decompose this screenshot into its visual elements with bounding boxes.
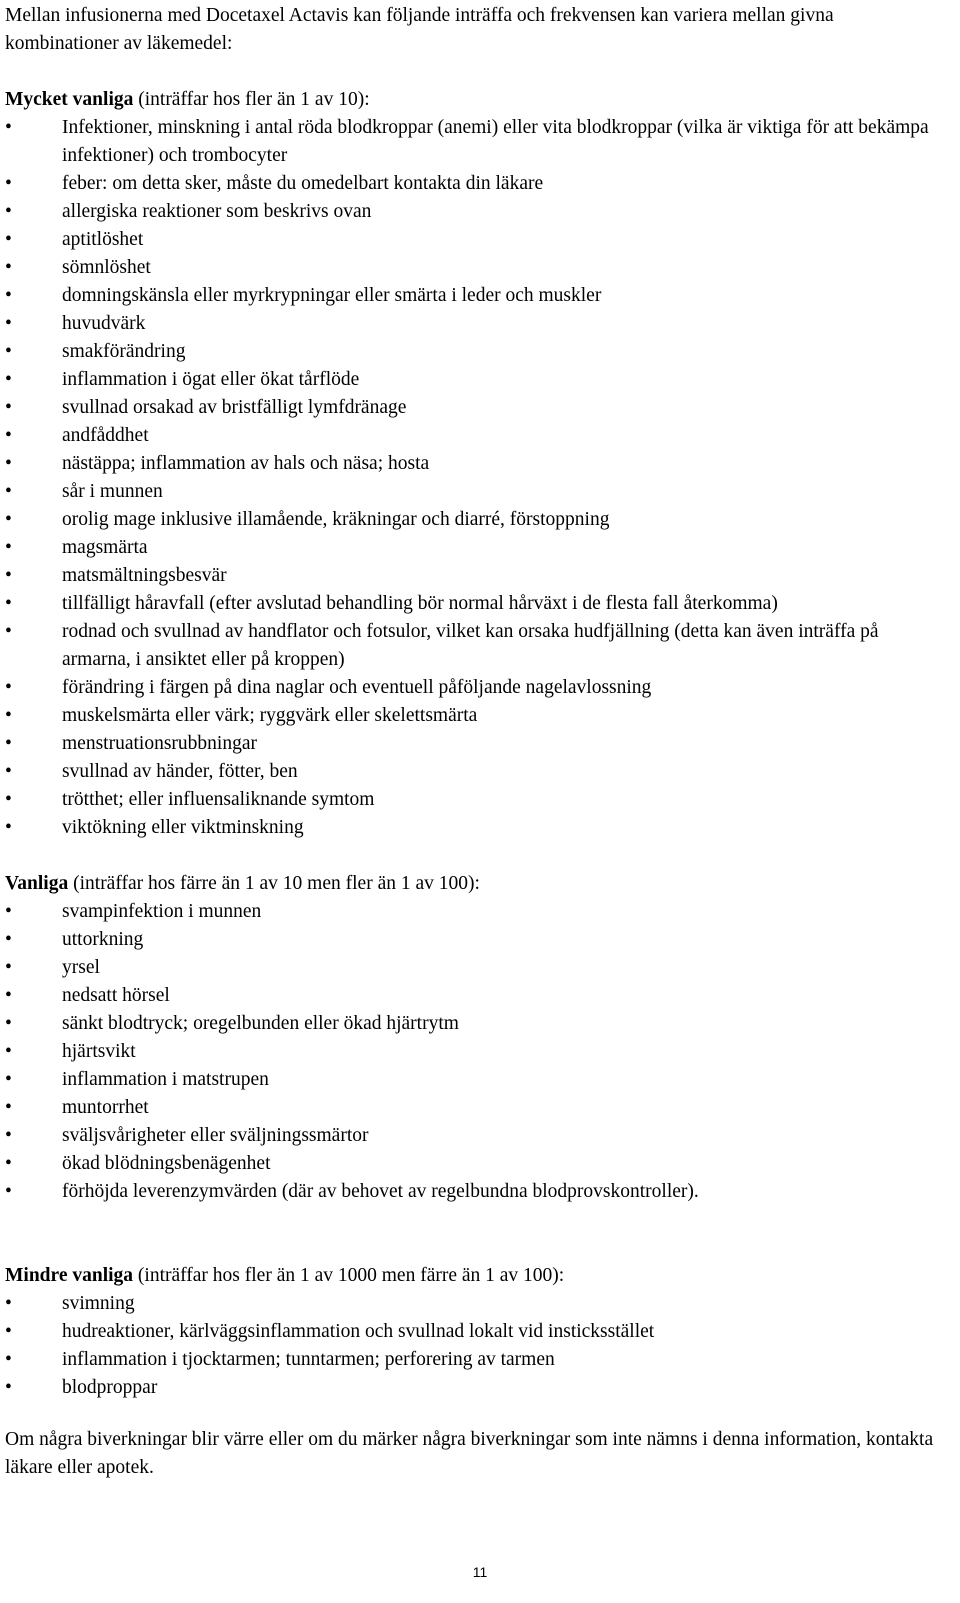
list-item-text: muntorrhet [62, 1097, 149, 1118]
bullet-icon: • [5, 677, 12, 698]
list-item [5, 450, 950, 478]
list-item-text: sår i munnen [62, 481, 163, 502]
bullet-icon: • [5, 733, 12, 754]
list-item [5, 478, 950, 506]
bullet-icon: • [5, 789, 12, 810]
bullet-icon: • [5, 1125, 12, 1146]
bullet-icon: • [5, 117, 12, 138]
list-item [5, 814, 950, 842]
side-effect-sections [5, 86, 950, 1402]
intro-paragraph: Mellan infusionerna med Docetaxel Actavis kan följande inträffa och frekvensen kan variera mellan givna kombinationer av läkemedel: [5, 5, 834, 54]
bullet-icon: • [5, 173, 12, 194]
bullet-icon: • [5, 593, 12, 614]
side-effect-list [5, 1290, 950, 1402]
list-item-text: matsmältningsbesvär [62, 565, 227, 586]
list-item-text: uttorkning [62, 929, 144, 950]
list-item [5, 254, 950, 282]
list-item-text: sväljsvårigheter eller sväljningssmärtor [62, 1125, 369, 1146]
list-item [5, 1318, 950, 1346]
bullet-icon: • [5, 397, 12, 418]
bullet-icon: • [5, 369, 12, 390]
bullet-icon: • [5, 1321, 12, 1342]
list-item-text: svullnad av händer, fötter, ben [62, 761, 298, 782]
list-item [5, 506, 950, 534]
bullet-icon: • [5, 929, 12, 950]
list-item-text: nästäppa; inflammation av hals och näsa; hosta [62, 453, 430, 474]
list-item [5, 618, 950, 674]
bullet-icon: • [5, 341, 12, 362]
bullet-icon: • [5, 229, 12, 250]
list-item-text: rodnad och svullnad av handflator och fotsulor, vilket kan orsaka hudfjällning (detta kan även inträffa på armarna, i ansiktet eller på kroppen) [62, 621, 879, 670]
list-item-text: inflammation i tjocktarmen; tunntarmen; perforering av tarmen [62, 1349, 555, 1370]
list-item-text: menstruationsrubbningar [62, 733, 257, 754]
section-heading-description: (inträffar hos fler än 1 av 1000 men färre än 1 av 100): [133, 1265, 565, 1286]
bullet-icon: • [5, 1293, 12, 1314]
list-item [5, 422, 950, 450]
bullet-icon: • [5, 453, 12, 474]
list-item-text: orolig mage inklusive illamående, kräkningar och diarré, förstoppning [62, 509, 610, 530]
list-item [5, 954, 950, 982]
list-item [5, 702, 950, 730]
list-item-text: inflammation i matstrupen [62, 1069, 269, 1090]
list-item-text: tillfälligt håravfall (efter avslutad behandling bör normal hårväxt i de flesta fall återkomma) [62, 593, 778, 614]
frequency-section [5, 870, 950, 1206]
list-item-text: magsmärta [62, 537, 148, 558]
list-item [5, 226, 950, 254]
list-item [5, 1094, 950, 1122]
list-item [5, 198, 950, 226]
bullet-icon: • [5, 985, 12, 1006]
list-item-text: hudreaktioner, kärlväggsinflammation och svullnad lokalt vid insticksstället [62, 1321, 655, 1342]
list-item-text: trötthet; eller influensaliknande symtom [62, 789, 375, 810]
list-item-text: svullnad orsakad av bristfälligt lymfdränage [62, 397, 407, 418]
frequency-section [5, 86, 950, 842]
bullet-icon: • [5, 1013, 12, 1034]
bullet-icon: • [5, 1349, 12, 1370]
bullet-icon: • [5, 1041, 12, 1062]
list-item [5, 534, 950, 562]
bullet-icon: • [5, 1153, 12, 1174]
list-item-text: feber: om detta sker, måste du omedelbart kontakta din läkare [62, 173, 544, 194]
list-item [5, 1038, 950, 1066]
bullet-icon: • [5, 1097, 12, 1118]
bullet-icon: • [5, 481, 12, 502]
list-item [5, 1346, 950, 1374]
bullet-icon: • [5, 313, 12, 334]
section-heading [5, 870, 950, 898]
list-item [5, 394, 950, 422]
closing-paragraph: Om några biverkningar blir värre eller om du märker några biverkningar som inte nämns i denna information, kontakta läkare eller apotek. [5, 1429, 934, 1478]
bullet-icon: • [5, 817, 12, 838]
list-item [5, 730, 950, 758]
bullet-icon: • [5, 1069, 12, 1090]
list-item-text: muskelsmärta eller värk; ryggvärk eller skelettsmärta [62, 705, 478, 726]
list-item-text: aptitlöshet [62, 229, 144, 250]
section-heading-description: (inträffar hos färre än 1 av 10 men fler än 1 av 100): [68, 873, 480, 894]
list-item [5, 1010, 950, 1038]
list-item-text: smakförändring [62, 341, 186, 362]
list-item-text: svimning [62, 1293, 135, 1314]
bullet-icon: • [5, 537, 12, 558]
list-item-text: inflammation i ögat eller ökat tårflöde [62, 369, 360, 390]
bullet-icon: • [5, 761, 12, 782]
list-item-text: sömnlöshet [62, 257, 151, 278]
page-number: 11 [472, 1564, 488, 1580]
list-item [5, 1122, 950, 1150]
section-heading-frequency: Mycket vanliga [5, 89, 134, 110]
bullet-icon: • [5, 901, 12, 922]
bullet-icon: • [5, 1181, 12, 1202]
section-heading-frequency: Vanliga [5, 873, 69, 894]
list-item [5, 1066, 950, 1094]
list-item [5, 338, 950, 366]
section-heading-frequency: Mindre vanliga [5, 1265, 134, 1286]
list-item [5, 758, 950, 786]
bullet-icon: • [5, 957, 12, 978]
list-item [5, 590, 950, 618]
list-item-text: Infektioner, minskning i antal röda blodkroppar (anemi) eller vita blodkroppar (vilka är viktiga för att bekämpa infektioner) och trombocyter [62, 117, 929, 166]
list-item [5, 1290, 950, 1318]
list-item [5, 170, 950, 198]
list-item [5, 562, 950, 590]
list-item [5, 982, 950, 1010]
bullet-icon: • [5, 425, 12, 446]
side-effect-list [5, 898, 950, 1206]
section-heading [5, 1262, 950, 1290]
section-heading [5, 86, 950, 114]
list-item-text: förhöjda leverenzymvärden (där av behovet av regelbundna blodprovskontroller). [62, 1181, 699, 1202]
list-item [5, 1374, 950, 1402]
bullet-icon: • [5, 257, 12, 278]
list-item [5, 366, 950, 394]
list-item [5, 1178, 950, 1206]
list-item-text: yrsel [62, 957, 100, 978]
list-item [5, 310, 950, 338]
list-item-text: hjärtsvikt [62, 1041, 136, 1062]
list-item-text: nedsatt hörsel [62, 985, 170, 1006]
list-item [5, 926, 950, 954]
bullet-icon: • [5, 201, 12, 222]
list-item [5, 1150, 950, 1178]
list-item-text: förändring i färgen på dina naglar och eventuell påföljande nagelavlossning [62, 677, 652, 698]
list-item [5, 674, 950, 702]
side-effect-list [5, 114, 950, 842]
list-item-text: huvudvärk [62, 313, 146, 334]
frequency-section [5, 1262, 950, 1402]
list-item-text: svampinfektion i munnen [62, 901, 262, 922]
bullet-icon: • [5, 621, 12, 642]
list-item-text: domningskänsla eller myrkrypningar eller smärta i leder och muskler [62, 285, 602, 306]
list-item-text: andfåddhet [62, 425, 149, 446]
list-item-text: blodproppar [62, 1377, 158, 1398]
list-item-text: ökad blödningsbenägenhet [62, 1153, 271, 1174]
list-item-text: sänkt blodtryck; oregelbunden eller ökad hjärtrytm [62, 1013, 459, 1034]
list-item [5, 282, 950, 310]
bullet-icon: • [5, 565, 12, 586]
list-item [5, 114, 950, 170]
bullet-icon: • [5, 1377, 12, 1398]
bullet-icon: • [5, 285, 12, 306]
list-item-text: allergiska reaktioner som beskrivs ovan [62, 201, 372, 222]
list-item [5, 786, 950, 814]
list-item-text: viktökning eller viktminskning [62, 817, 304, 838]
document-page [5, 2, 950, 1482]
section-heading-description: (inträffar hos fler än 1 av 10): [133, 89, 370, 110]
bullet-icon: • [5, 705, 12, 726]
bullet-icon: • [5, 509, 12, 530]
list-item [5, 898, 950, 926]
